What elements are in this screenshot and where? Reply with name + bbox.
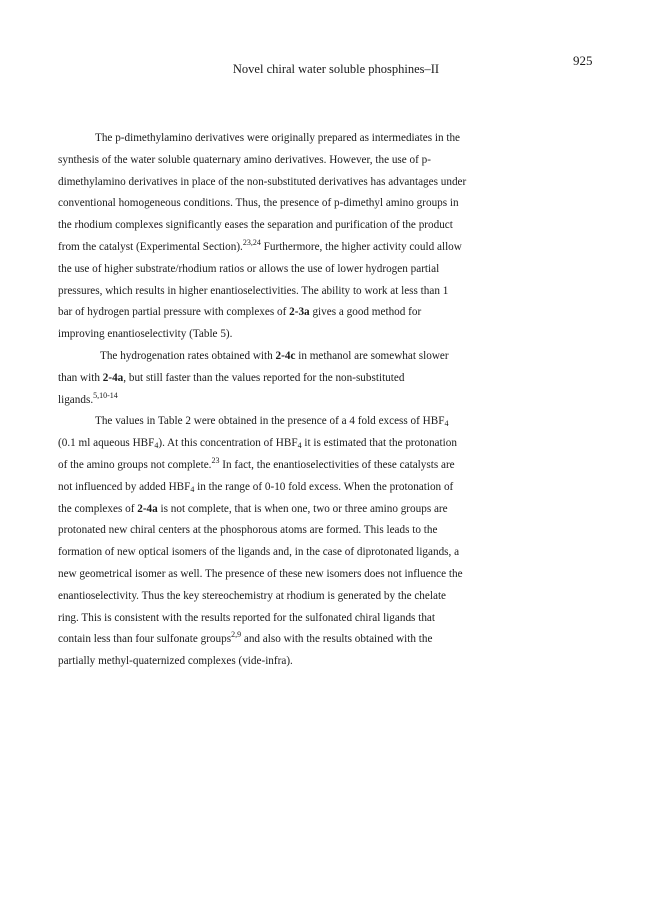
line-text: gives a good method for [309,306,422,319]
compound-ref: 2-4c [275,349,296,362]
line-text: and also with the results obtained with the [241,633,433,646]
line-text: of the amino groups not complete. [58,458,212,471]
text-line: new geometrical isomer as well. The presence of these new isomers does not influence the [58,567,463,580]
subscript: 4 [444,419,449,429]
text-line: formation of new optical isomers of the ligands and, in the case of diprotonated ligands, a [58,546,460,559]
citation-ref: 23,24 [242,237,261,247]
text-line: improving enantioselectivity (Table 5). [58,328,233,341]
text-line [58,411,526,433]
citation-ref: 5,10-14 [93,390,118,400]
compound-ref: 2-4a [102,371,124,384]
line-text: ligands. [58,393,94,406]
text-line [58,390,526,412]
text-line [58,499,526,521]
paragraph-2 [58,346,526,411]
text-line: pressures, which results in higher enantioselectivities. The ability to work at less than 1 [58,284,449,297]
page-number: 925 [573,53,593,68]
body-text [58,128,526,673]
text-line: conventional homogeneous conditions. Thus, the presence of p-dimethyl amino groups in [58,197,459,210]
text-line: the rhodium complexes significantly eases the separation and purification of the product [58,219,453,232]
text-line: the use of higher substrate/rhodium ratios or allows the use of lower hydrogen partial [58,262,440,275]
line-text: In fact, the enantioselectivities of these catalysts are [219,458,455,471]
line-text: in the range of 0-10 fold excess. When the protonation of [194,480,454,493]
citation-ref: 2,9 [231,630,242,640]
text-line [58,237,526,259]
text-line [58,302,526,324]
subscript: 4 [297,441,302,451]
text-line [58,368,526,390]
paragraph-1 [58,128,526,346]
line-text: (0.1 ml aqueous HBF [58,437,155,450]
line-text: , but still faster than the values reported for the non-substituted [123,371,405,384]
text-line [58,629,526,651]
text-line: enantioselectivity. Thus the key stereochemistry at rhodium is generated by the chelate [58,589,447,602]
text-line [58,433,526,455]
text-line: ring. This is consistent with the results reported for the sulfonated chiral ligands that [58,611,435,624]
line-text: than with [58,371,103,384]
line-text: The hydrogenation rates obtained with [100,349,276,362]
line-text: contain less than four sulfonate groups [58,633,232,646]
subscript: 4 [154,441,159,451]
line-text: Furthermore, the higher activity could allow [260,240,462,253]
running-title: Novel chiral water soluble phosphines–II [232,62,440,76]
text-line: partially methyl-quaternized complexes (vide-infra). [58,655,293,668]
line-text: not influenced by added HBF [58,480,191,493]
line-text: is not complete, that is when one, two or three amino groups are [157,502,448,515]
text-line: protonated new chiral centers at the phosphorous atoms are formed. This leads to the [58,524,438,537]
text-line: The p-dimethylamino derivatives were originally prepared as intermediates in the [95,132,461,144]
text-line: synthesis of the water soluble quaternary amino derivatives. However, the use of p- [58,153,431,166]
paragraph-3 [58,411,526,673]
text-line: dimethylamino derivatives in place of the non-substituted derivatives has advantages under [58,175,467,188]
compound-ref: 2-3a [289,306,310,319]
line-text: The values in Table 2 were obtained in the presence of a 4 fold excess of HBF [95,415,445,428]
text-line [58,346,526,368]
line-text: the complexes of [58,502,138,515]
line-text: it is estimated that the protonation [301,437,457,450]
line-text: bar of hydrogen partial pressure with complexes of [58,306,290,319]
compound-ref: 2-4a [137,502,158,515]
subscript: 4 [190,484,195,494]
text-line [58,477,526,499]
line-text: ). At this concentration of HBF [158,437,298,450]
line-text: in methanol are somewhat slower [295,349,449,362]
line-text: from the catalyst (Experimental Section). [58,240,243,253]
citation-ref: 23 [211,455,220,465]
text-line [58,455,526,477]
